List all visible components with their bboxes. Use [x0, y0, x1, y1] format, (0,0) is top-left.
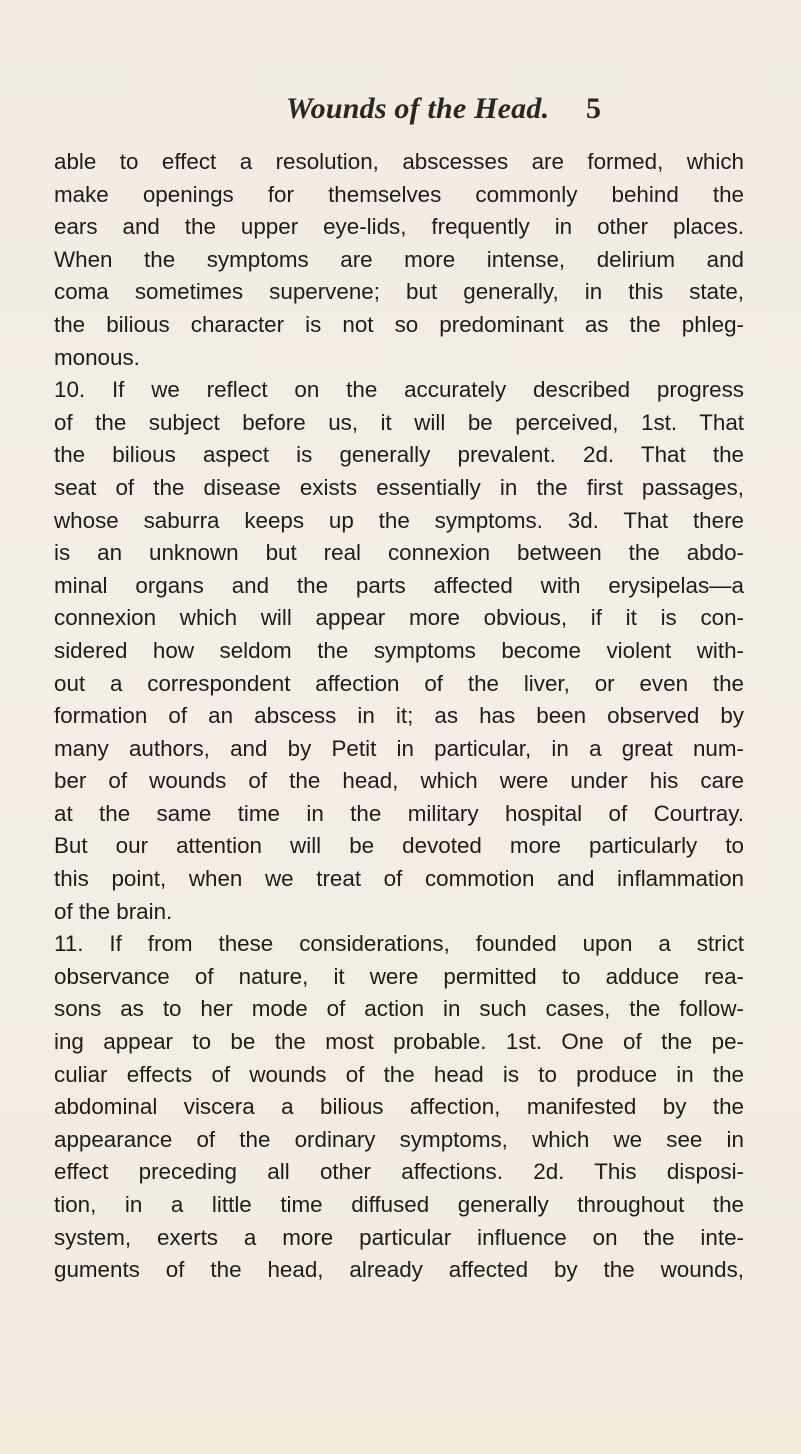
- text-line: monous.: [54, 344, 140, 370]
- text-line: tion, in a little time diffused generally throughout the: [54, 1192, 744, 1217]
- text-line: sidered how seldom the symptoms become violent with-: [54, 637, 744, 663]
- text-line: many authors, and by Petit in particular, in a great num-: [54, 735, 744, 761]
- text-line: sons as to her mode of action in such cases, the follow-: [54, 996, 744, 1022]
- text-line: 11. If from these considerations, founded upon a strict: [54, 931, 744, 957]
- text-line: at the same time in the military hospital of Courtray.: [54, 800, 744, 826]
- text-line: of the brain.: [54, 898, 173, 924]
- text-line: But our attention will be devoted more particularly to: [54, 833, 744, 859]
- text-line: ing appear to be the most probable. 1st. One of the pe-: [54, 1029, 744, 1055]
- text-line: ber of wounds of the head, which were under his care: [54, 768, 744, 794]
- text-line: effect preceding all other affections. 2d. This disposi-: [54, 1159, 744, 1185]
- text-line: system, exerts a more particular influence on the inte-: [54, 1224, 744, 1250]
- text-line: connexion which will appear more obvious, if it is con-: [54, 605, 744, 631]
- page-number: 5: [586, 92, 601, 125]
- text-line: appearance of the ordinary symptoms, which we see in: [54, 1126, 744, 1152]
- text-line: When the symptoms are more intense, delirium and: [54, 246, 744, 272]
- text-line: observance of nature, it were permitted to adduce rea-: [54, 963, 744, 989]
- text-line: this point, when we treat of commotion and inflammation: [54, 866, 744, 892]
- text-line: the bilious aspect is generally prevalent. 2d. That the: [54, 442, 744, 468]
- running-title: Wounds of the Head.: [286, 92, 550, 125]
- text-line: able to effect a resolution, abscesses are formed, which: [54, 149, 744, 174]
- text-line: coma sometimes supervene; but generally, in this state,: [54, 279, 744, 305]
- text-line: abdominal viscera a bilious affection, manifested by the: [54, 1094, 744, 1120]
- text-line: seat of the disease exists essentially in the first passages,: [54, 474, 744, 500]
- body-text: [54, 146, 744, 1287]
- text-line: the bilious character is not so predominant as the phleg-: [54, 311, 744, 337]
- text-line: of the subject before us, it will be perceived, 1st. That: [54, 409, 744, 435]
- text-line: out a correspondent affection of the liver, or even the: [54, 670, 744, 696]
- text-line: guments of the head, already affected by the wounds,: [54, 1257, 744, 1283]
- text-line: culiar effects of wounds of the head is to produce in the: [54, 1061, 744, 1087]
- text-line: make openings for themselves commonly behind the: [54, 181, 744, 207]
- text-line: formation of an abscess in it; as has been observed by: [54, 703, 744, 729]
- text-line: whose saburra keeps up the symptoms. 3d. That there: [54, 507, 744, 533]
- text-line: ears and the upper eye-lids, frequently in other places.: [54, 214, 744, 240]
- text-line: 10. If we reflect on the accurately described progress: [54, 377, 744, 403]
- running-head: [0, 92, 801, 132]
- text-line: minal organs and the parts affected with erysipelas—a: [54, 572, 744, 598]
- text-line: is an unknown but real connexion between the abdo-: [54, 540, 744, 566]
